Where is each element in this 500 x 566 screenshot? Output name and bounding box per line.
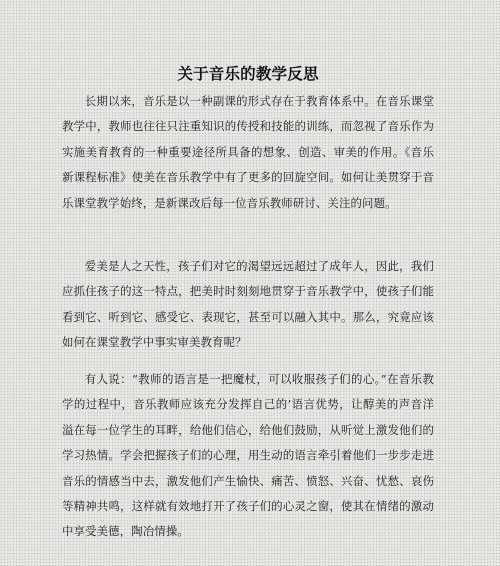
document-title: 关于音乐的教学反思 <box>177 64 319 83</box>
paragraph-3: 有人说：“教师的语言是一把魔杖，可以收服孩子们的心。”在音乐教学的过程中，音乐教师应该充分发挥自己的’语言优势，让醇美的声音洋溢在每一位学生的耳畔，给他们信心，给他们鼓励，从听觉上激发他们的学习热情。学会把握孩子们的心理，用生动的语言牵引着他们一步步走进音乐的情感当中去，激发他们产生愉快、痛苦、愤怒、兴奋、忧愁、哀伤等精神共鸣，这样就有效地打开了孩子们的心灵之窗，使其在情绪的激动中享受美德，陶冶情操。 <box>62 372 434 539</box>
paragraph-2: 爱美是人之天性，孩子们对它的渴望远远超过了成年人，因此，我们应抓住孩子的这一特点，把美时时刻刻地贯穿于音乐教学中，使孩子们能看到它、听到它、感受它、表现它，甚至可以融入其中。那么，究竟应该如何在课堂教学中事实审美教育呢？ <box>62 259 434 350</box>
paragraph-1: 长期以来，音乐是以一种副课的形式存在于教育体系中。在音乐课堂教学中，教师也往往只注重知识的传授和技能的训练，而忽视了音乐作为实施美育教育的一种重要途径所具备的想象、创造、审美的作用。《音乐新课程标准》使美在音乐教学中有了更多的回旋空间。如何让美贯穿于音乐课堂教学始终，是新课改后每一位音乐教师研讨、关注的问题。 <box>62 94 434 210</box>
